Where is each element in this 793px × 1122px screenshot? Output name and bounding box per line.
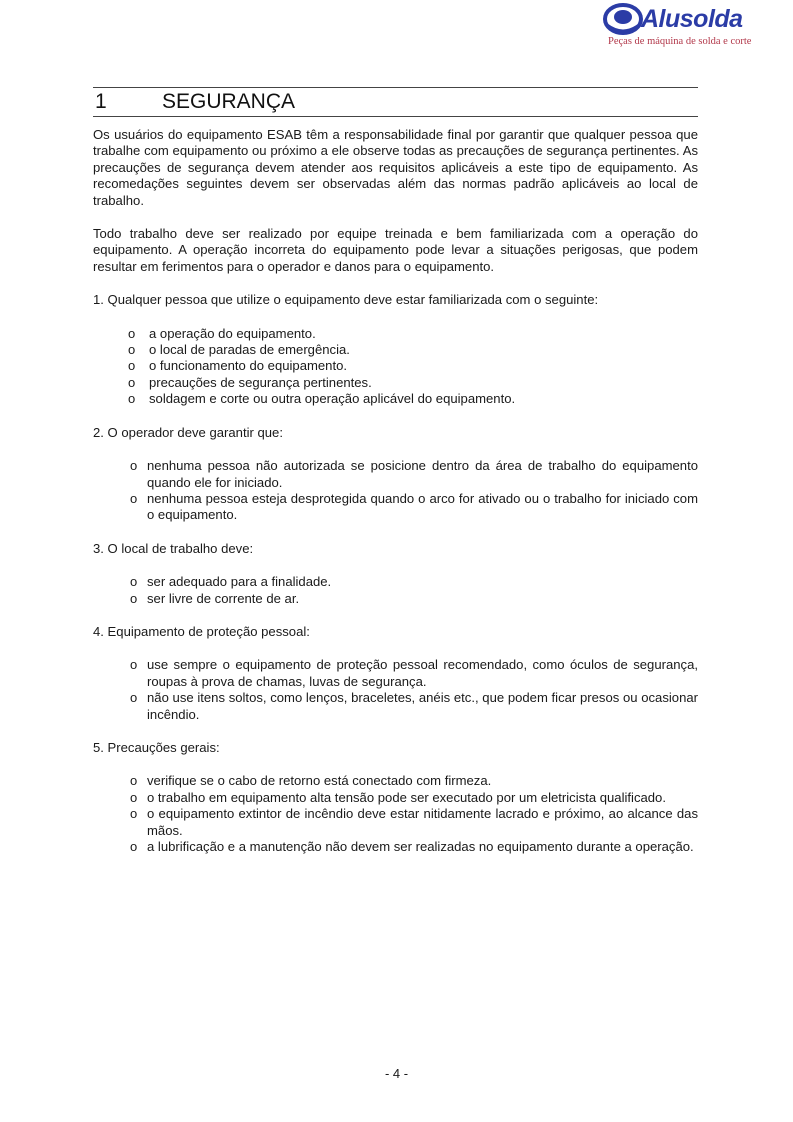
list-item [93, 458, 698, 491]
bullet-icon: o [130, 806, 138, 822]
brand-tagline: Peças de máquina de solda e corte [608, 36, 752, 47]
alusolda-logo-icon [603, 3, 643, 37]
list-item-text: use sempre o equipamento de proteção pessoal recomendado, como óculos de segurança, roupas à prova de chamas, luvas de segurança. [147, 657, 698, 689]
bullet-icon: o [130, 690, 138, 706]
bullet-list [93, 773, 698, 855]
bullet-list [93, 574, 698, 607]
list-item-text: a lubrificação e a manutenção não devem ser realizadas no equipamento durante a operação. [147, 839, 694, 854]
list-item [93, 839, 698, 855]
list-item-text: o funcionamento do equipamento. [149, 358, 348, 374]
list-item-text: a operação do equipamento. [149, 325, 316, 341]
header-rule-bottom [93, 116, 698, 117]
list-item-text: verifique se o cabo de retorno está conectado com firmeza. [147, 773, 492, 789]
bullet-icon: o [130, 490, 138, 506]
list-item-text: ser adequado para a finalidade. [147, 574, 332, 590]
bullet-icon: o [128, 325, 136, 341]
document-body [93, 127, 698, 872]
list-item-text: não use itens soltos, como lenços, braceletes, anéis etc., que podem ficar presos ou ocasionar incêndio. [147, 690, 698, 722]
list-item [93, 657, 698, 690]
list-item [93, 391, 698, 407]
list-item [93, 491, 698, 524]
list-item [93, 326, 698, 342]
list-item-text: o equipamento extintor de incêndio deve estar nitidamente lacrado e próximo, ao alcance das mãos. [147, 806, 698, 838]
list-item-text: precauções de segurança pertinentes. [149, 374, 372, 390]
brand-logo [603, 3, 752, 51]
list-item-text: o local de paradas de emergência. [149, 342, 350, 358]
bullet-list [93, 326, 698, 408]
list-heading: 3. O local de trabalho deve: [93, 540, 254, 556]
list-item [93, 790, 698, 806]
list-item-text: o trabalho em equipamento alta tensão pode ser executado por um eletricista qualificado. [147, 789, 666, 805]
bullet-list [93, 657, 698, 723]
bullet-icon: o [128, 342, 136, 358]
bullet-icon: o [130, 773, 138, 789]
bullet-list [93, 458, 698, 524]
list-item [93, 342, 698, 358]
bullet-icon: o [130, 657, 138, 673]
bullet-icon: o [128, 391, 136, 407]
bullet-icon: o [130, 789, 138, 805]
list-item-text: ser livre de corrente de ar. [147, 590, 300, 606]
bullet-icon: o [128, 374, 136, 390]
list-heading: 2. O operador deve garantir que: [93, 424, 283, 440]
list-item-text: nenhuma pessoa esteja desprotegida quando o arco for ativado ou o trabalho for iniciado com o equipamento. [147, 490, 698, 523]
list-item [93, 375, 698, 391]
bullet-icon: o [130, 574, 138, 590]
section-title: SEGURANÇA [162, 90, 296, 113]
bullet-icon: o [130, 839, 138, 854]
list-heading: 4. Equipamento de proteção pessoal: [93, 623, 310, 639]
list-item [93, 591, 698, 607]
list-item [93, 574, 698, 590]
list-item-text: soldagem e corte ou outra operação aplicável do equipamento. [149, 391, 516, 407]
intro-paragraph: Todo trabalho deve ser realizado por equipe treinada e bem familiarizada com a operação do equipamento. A operação incorreta do equipamento pode levar a situações perigosas, que podem resultar em ferimentos para o operador e danos para o equipamento. [93, 226, 698, 274]
list-item-text: nenhuma pessoa não autorizada se posicione dentro da área de trabalho do equipamento quando ele for iniciado. [147, 458, 698, 490]
bullet-icon: o [128, 358, 136, 374]
intro-paragraph: Os usuários do equipamento ESAB têm a responsabilidade final por garantir que qualquer pessoa que trabalhe com equipamento ou próximo a ele observe todas as precauções de segurança pertinentes. As precauções de segurança devem atender aos requisitos aplicáveis a este tipo de equipamento. As recomedações seguintes devem ser observadas além das normas padrão aplicáveis ao local de trabalho. [93, 127, 698, 208]
list-item [93, 690, 698, 723]
bullet-icon: o [130, 458, 138, 474]
brand-name: Alusolda [641, 5, 743, 33]
list-item [93, 806, 698, 839]
list-heading: 5. Precauções gerais: [93, 739, 220, 755]
list-item [93, 358, 698, 374]
list-item [93, 773, 698, 789]
page-number: - 4 - [384, 1066, 409, 1081]
bullet-icon: o [130, 590, 138, 606]
section-number: 1 [95, 90, 107, 113]
list-heading: 1. Qualquer pessoa que utilize o equipamento deve estar familiarizada com o seguinte: [93, 292, 599, 308]
